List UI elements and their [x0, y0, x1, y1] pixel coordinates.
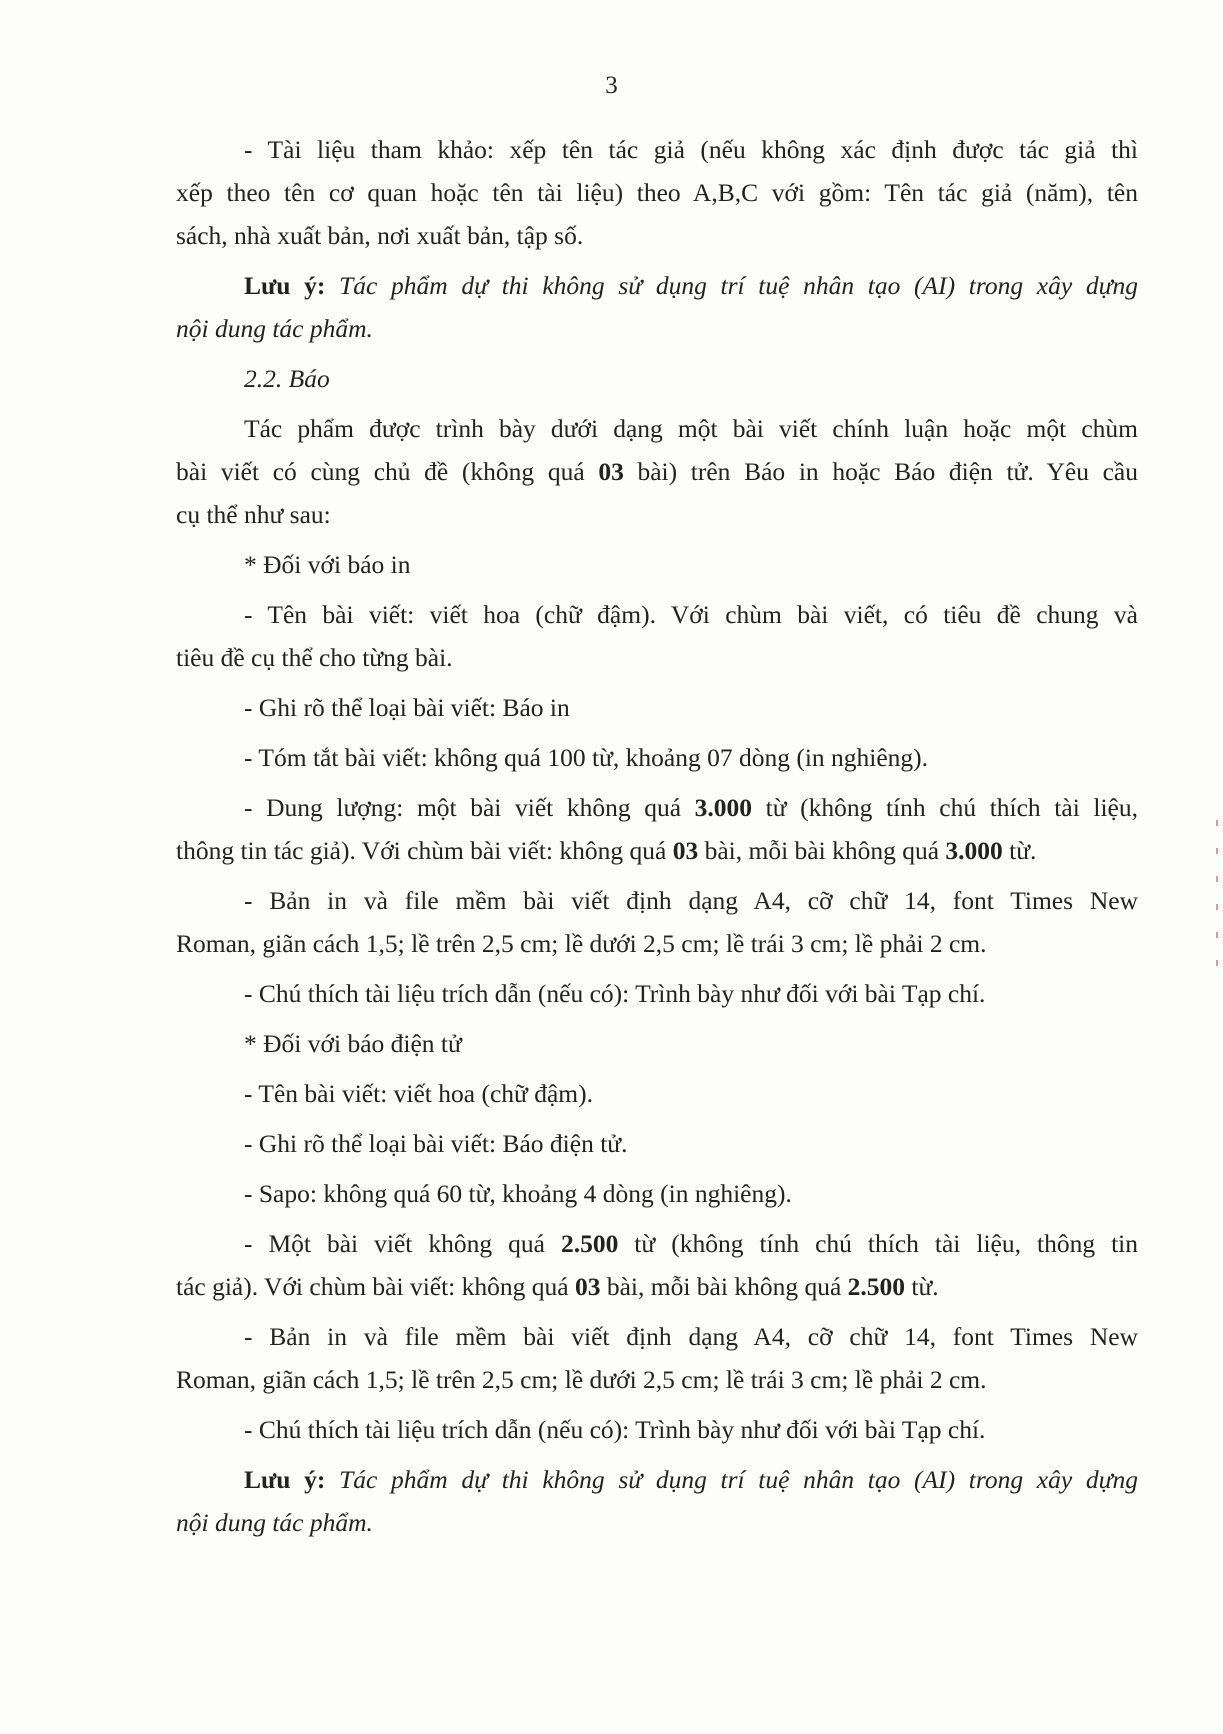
- note-text: Tác phẩm dự thi không sử dụng trí tuệ nhân tạo (AI) trong xây dựng: [339, 271, 1139, 300]
- paragraph-genre-online: - Ghi rõ thể loại bài viết: Báo điện tử.: [244, 1129, 628, 1158]
- text-line: [176, 1458, 1138, 1501]
- text-line: [176, 829, 1138, 872]
- text-run: bài, mỗi bài không quá: [698, 836, 946, 865]
- subheading-online: * Đối với báo điện tử: [244, 1029, 462, 1058]
- text-line: - Bản in và file mềm bài viết định dạng A4, cỡ chữ 14, font Times New: [244, 886, 1138, 915]
- text-run: tác giả). Với chùm bài viết: không quá: [176, 1272, 575, 1301]
- bold-run: 03: [574, 1272, 601, 1301]
- text-line: [176, 786, 1138, 829]
- note-text: nội dung tác phẩm.: [176, 314, 373, 343]
- text-line: [176, 450, 1138, 493]
- note-label: Lưu ý:: [244, 271, 326, 300]
- paragraph-format-online: [176, 1315, 1138, 1401]
- note-text: nội dung tác phẩm.: [176, 1508, 373, 1537]
- paragraph-summary: - Tóm tắt bài viết: không quá 100 từ, khoảng 07 dòng (in nghiêng).: [244, 743, 929, 772]
- text-line: Roman, giãn cách 1,5; lề trên 2,5 cm; lề dưới 2,5 cm; lề trái 3 cm; lề phải 2 cm.: [176, 929, 987, 958]
- paragraph-sapo: - Sapo: không quá 60 từ, khoảng 4 dòng (in nghiêng).: [244, 1179, 792, 1208]
- margin-mark: [1216, 820, 1218, 826]
- text-line: - Bản in và file mềm bài viết định dạng A4, cỡ chữ 14, font Times New: [244, 1322, 1138, 1351]
- bold-run: 03: [672, 836, 699, 865]
- text-run: bài viết có cùng chủ đề (không quá: [176, 457, 599, 486]
- text-line: [176, 1501, 1138, 1544]
- note-paragraph: [176, 264, 1138, 350]
- paragraph-title-online: - Tên bài viết: viết hoa (chữ đậm).: [244, 1079, 593, 1108]
- text-line: xếp theo tên cơ quan hoặc tên tài liệu) theo A,B,C với gồm: Tên tác giả (năm), tên: [176, 178, 1138, 207]
- text-line: Tác phẩm được trình bày dưới dạng một bài viết chính luận hoặc một chùm: [244, 414, 1138, 443]
- text-line: Roman, giãn cách 1,5; lề trên 2,5 cm; lề dưới 2,5 cm; lề trái 3 cm; lề phải 2 cm.: [176, 1365, 987, 1394]
- bold-run: 3.000: [945, 836, 1003, 865]
- document-body: [176, 128, 1138, 1544]
- text-run: từ.: [1002, 836, 1037, 865]
- paragraph-format: [176, 879, 1138, 965]
- text-line: sách, nhà xuất bản, nơi xuất bản, tập số.: [176, 221, 584, 250]
- text-run: từ (không tính chú thích tài liệu,: [752, 793, 1138, 822]
- text-run: bài) trên Báo in hoặc Báo điện tử. Yêu cầu: [623, 457, 1138, 486]
- paragraph-title-rule: [176, 593, 1138, 679]
- note-label: Lưu ý:: [244, 1465, 326, 1494]
- subheading-print: * Đối với báo in: [244, 550, 411, 579]
- note-paragraph: [176, 1458, 1138, 1544]
- paragraph-references: [176, 128, 1138, 257]
- paragraph-length: [176, 786, 1138, 872]
- bold-run: 3.000: [694, 793, 753, 822]
- bold-run: 03: [598, 457, 624, 486]
- text-line: [176, 264, 1138, 307]
- text-run: từ.: [905, 1272, 939, 1301]
- text-line: [176, 307, 1138, 350]
- bold-run: 2.500: [847, 1272, 906, 1301]
- section-heading: 2.2. Báo: [244, 364, 330, 393]
- bold-run: 2.500: [560, 1229, 619, 1258]
- paragraph-length-online: [176, 1222, 1138, 1308]
- page-number: 3: [605, 72, 618, 99]
- text-line: - Tài liệu tham khảo: xếp tên tác giả (nếu không xác định được tác giả thì: [244, 135, 1138, 164]
- paragraph-citation: - Chú thích tài liệu trích dẫn (nếu có): Trình bày như đối với bài Tạp chí.: [244, 979, 986, 1008]
- text-line: - Tên bài viết: viết hoa (chữ đậm). Với chùm bài viết, có tiêu đề chung và: [244, 600, 1138, 629]
- scan-margin-marks: [1216, 820, 1220, 1060]
- text-run: thông tin tác giả). Với chùm bài viết: không quá: [176, 836, 673, 865]
- text-line: tiêu đề cụ thể cho từng bài.: [176, 643, 453, 672]
- text-line: [176, 1265, 1138, 1308]
- margin-mark: [1216, 904, 1218, 910]
- text-run: - Dung lượng: một bài viết không quá: [244, 793, 695, 822]
- paragraph-intro: [176, 407, 1138, 536]
- paragraph-genre: - Ghi rõ thể loại bài viết: Báo in: [244, 693, 570, 722]
- margin-mark: [1216, 848, 1218, 854]
- margin-mark: [1216, 960, 1218, 966]
- note-text: Tác phẩm dự thi không sử dụng trí tuệ nhân tạo (AI) trong xây dựng: [339, 1465, 1139, 1494]
- paragraph-citation-online: - Chú thích tài liệu trích dẫn (nếu có): Trình bày như đối với bài Tạp chí.: [244, 1415, 986, 1444]
- margin-mark: [1216, 876, 1218, 882]
- text-run: bài, mỗi bài không quá: [600, 1272, 848, 1301]
- text-line: cụ thể như sau:: [176, 500, 331, 529]
- text-run: - Một bài viết không quá: [244, 1229, 561, 1258]
- text-run: từ (không tính chú thích tài liệu, thông tin: [618, 1229, 1138, 1258]
- margin-mark: [1216, 932, 1218, 938]
- text-line: [176, 1222, 1138, 1265]
